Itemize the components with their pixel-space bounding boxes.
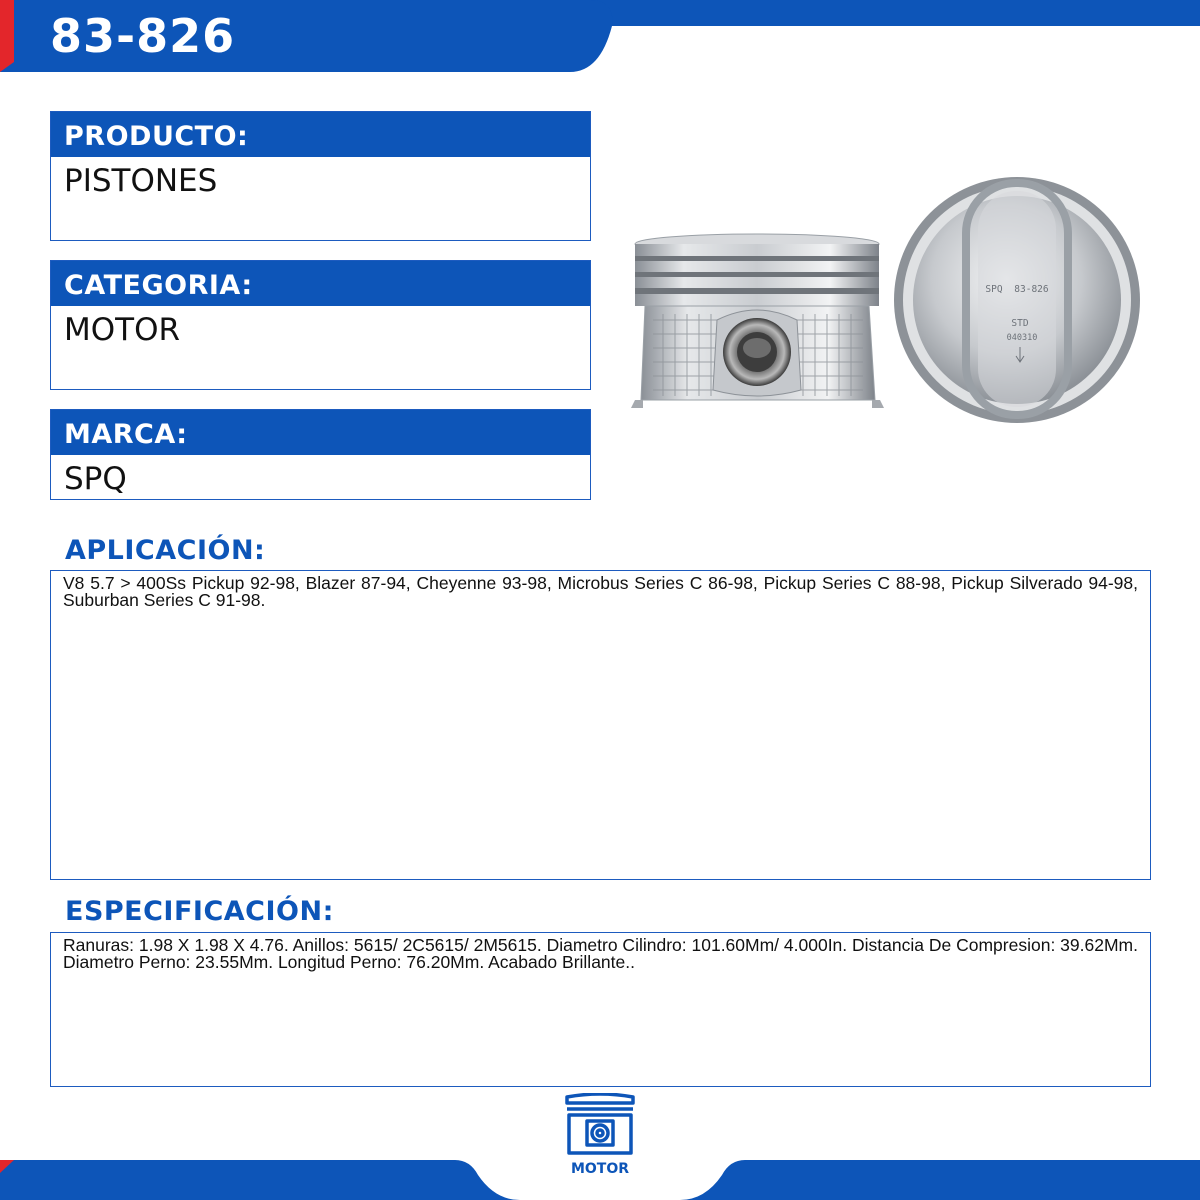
aplicacion-title: APLICACIÓN: xyxy=(65,535,266,566)
aplicacion-text: V8 5.7 > 400Ss Pickup 92-98, Blazer 87-94, Cheyenne 93-98, Microbus Series C 86-98, Pickup Series C 88-98, Pickup Silverado 94-98, Suburban Series C 91-98. xyxy=(63,573,1138,610)
categoria-label: CATEGORIA: xyxy=(51,261,590,306)
categoria-box xyxy=(50,260,591,390)
footer-category-label: MOTOR xyxy=(570,1161,630,1177)
marca-label: MARCA: xyxy=(51,410,590,455)
svg-text:SPQ 83-826 xyxy=(985,284,1049,295)
part-number-title: 83-826 xyxy=(50,9,236,63)
marca-value: SPQ xyxy=(64,461,127,497)
categoria-value: MOTOR xyxy=(64,312,181,348)
crown-part-text: 83-826 xyxy=(1014,284,1049,295)
producto-value: PISTONES xyxy=(64,163,218,199)
especificacion-box xyxy=(50,932,1151,1087)
crown-brand-text: SPQ xyxy=(985,284,1003,295)
crown-size-text: STD xyxy=(1011,318,1029,329)
crown-code-text: 040310 xyxy=(1006,333,1038,343)
aplicacion-box xyxy=(50,570,1151,880)
marca-box xyxy=(50,409,591,500)
especificacion-title: ESPECIFICACIÓN: xyxy=(65,896,334,927)
piston-side-image xyxy=(625,230,890,415)
producto-box xyxy=(50,111,591,241)
red-accent-stripe xyxy=(0,0,14,72)
piston-crown-image xyxy=(892,175,1142,425)
producto-label: PRODUCTO: xyxy=(51,112,590,157)
especificacion-text: Ranuras: 1.98 X 1.98 X 4.76. Anillos: 5615/ 2C5615/ 2M5615. Diametro Cilindro: 101.60Mm/ 4.000In. Distancia De Compresion: 39.62Mm. Diametro Perno: 23.55Mm. Longitud Perno: 76.20Mm. Acabado Brillante.. xyxy=(63,935,1138,972)
engine-piston-icon xyxy=(563,1093,637,1159)
